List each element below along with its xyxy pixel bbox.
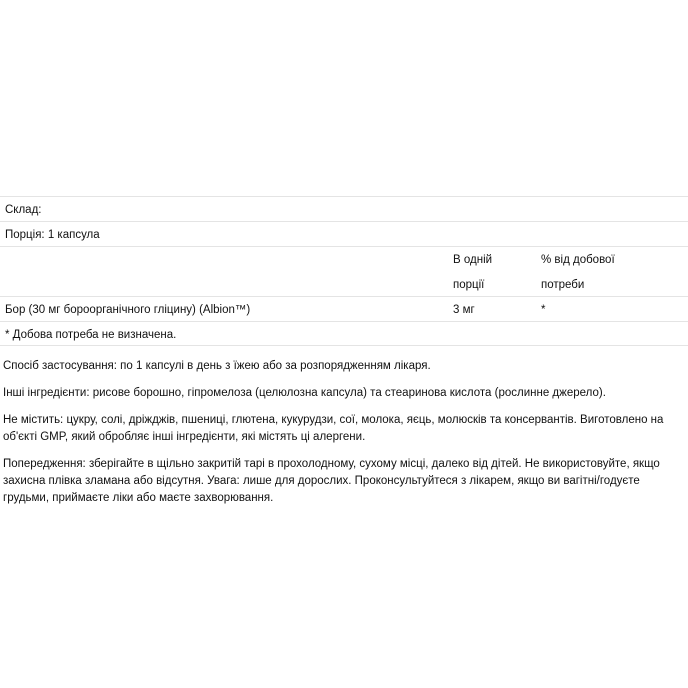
footnote-row (0, 321, 688, 346)
daily-value-footnote: * Добова потреба не визначена. (5, 329, 177, 341)
daily-value-header-line2: потреби (541, 279, 585, 291)
table-row (0, 296, 688, 321)
composition-label: Склад: (5, 204, 42, 216)
allergen-text-line2: об'єкті GMP, який обробляє інші інгредієнти, які містять ці алергени. (3, 431, 366, 443)
serving-row (0, 221, 688, 246)
warning-text-line3: грудьми, приймаєте ліки або маєте захворювання. (3, 492, 274, 504)
warning-paragraph (3, 456, 687, 507)
amount-per-serving-header: В одній (453, 254, 493, 266)
supplement-facts-table (0, 196, 688, 346)
other-ingredients-text: Інші інгредієнти: рисове борошно, гіпромелоза (целюлозна капсула) та стеаринова кислота (рослинне джерело). (3, 387, 606, 399)
amount-per-serving-header-line2: порції (453, 279, 485, 291)
warning-text-line1: Попередження: зберігайте в щільно закритій тарі в прохолодному, сухому місці, далеко від дітей. Не використовуйте, якщо (3, 458, 660, 470)
usage-paragraph (3, 358, 687, 375)
column-headers-row (0, 246, 688, 296)
daily-value-header: % від добової (541, 254, 615, 266)
allergen-paragraph (3, 412, 687, 446)
ingredient-name: Бор (30 мг бороорганічного гліцину) (Albion™) (5, 304, 251, 316)
warning-text-line2: захисна плівка зламана або відсутня. Увага: лише для дорослих. Проконсультуйтеся з лікарем, якщо ви вагітні/годуєте (3, 475, 640, 487)
serving-size-label: Порція: 1 капсула (5, 229, 100, 241)
ingredient-daily-value: * (541, 304, 546, 316)
allergen-text-line1: Не містить: цукру, солі, дріжджів, пшениці, глютена, кукурудзи, сої, молока, яєць, молюсків та консервантів. Виготовлено на (3, 414, 664, 426)
product-description (3, 358, 687, 517)
composition-row (0, 196, 688, 221)
other-ingredients-paragraph (3, 385, 687, 402)
usage-text: Спосіб застосування: по 1 капсулі в день з їжею або за розпорядженням лікаря. (3, 360, 431, 372)
ingredient-amount: 3 мг (453, 304, 475, 316)
